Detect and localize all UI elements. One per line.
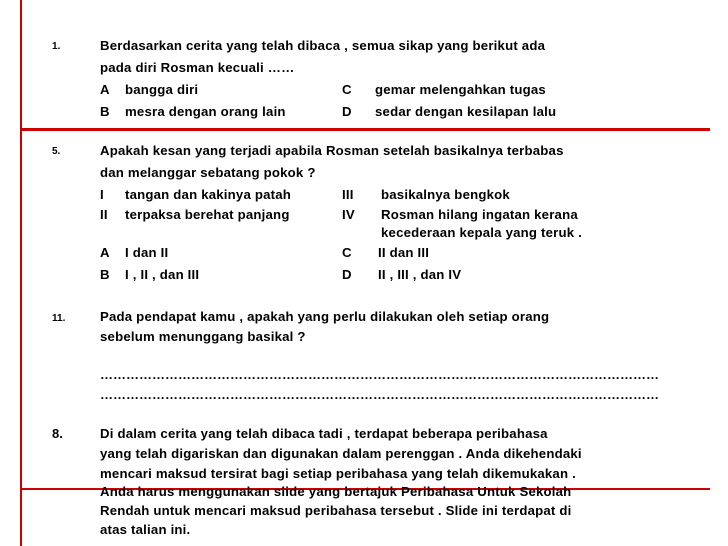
option-text: II dan III [378,245,430,260]
answer-line[interactable]: ………………………………………………………………………………………………………………… [100,367,659,382]
option-letter: A [100,82,110,97]
statement-numeral: II [100,207,108,222]
question-text-line: atas talian ini. [100,522,191,537]
statement-text: basikalnya bengkok [381,187,510,202]
option-letter: C [342,82,352,97]
question-stem-line: Pada pendapat kamu , apakah yang perlu dilakukan oleh setiap orang [100,309,550,324]
question-text-line: mencari maksud tersirat bagi setiap peribahasa yang telah dikemukakan . [100,466,576,481]
question-stem-line: Berdasarkan cerita yang telah dibaca , semua sikap yang berikut ada [100,38,546,53]
question-text-line: yang telah digariskan dan digunakan dalam perenggan . Anda dikehendaki [100,446,582,461]
statement-numeral: IV [342,207,355,222]
top-divider-rule [20,128,710,131]
question-text-line: Rendah untuk mencari maksud peribahasa tersebut . Slide ini terdapat di [100,503,572,518]
option-text: I , II , dan III [125,267,200,282]
question-number: 1. [52,41,61,52]
question-stem-line: dan melanggar sebatang pokok ? [100,165,316,180]
option-letter: D [342,104,352,119]
option-text: I dan II [125,245,169,260]
statement-numeral: III [342,187,354,202]
question-number: 5. [52,146,61,157]
statement-numeral: I [100,187,104,202]
statement-text-continued: kecederaan kepala yang teruk . [381,225,582,240]
question-stem-line: sebelum menunggang basikal ? [100,329,306,344]
option-text: gemar melengahkan tugas [375,82,546,97]
statement-text: Rosman hilang ingatan kerana [381,207,578,222]
answer-line[interactable]: ………………………………………………………………………………………………………………… [100,387,659,402]
option-letter: D [342,267,352,282]
option-text: mesra dengan orang lain [125,104,286,119]
option-text: II , III , dan IV [378,267,462,282]
question-number: 8. [52,426,63,441]
left-vertical-rule [20,0,22,546]
option-text: sedar dengan kesilapan lalu [375,104,557,119]
question-number: 11. [52,313,66,324]
option-text: bangga diri [125,82,199,97]
option-letter: C [342,245,352,260]
option-letter: B [100,104,110,119]
question-text-line: Di dalam cerita yang telah dibaca tadi , terdapat beberapa peribahasa [100,426,548,441]
question-stem-line: Apakah kesan yang terjadi apabila Rosman setelah basikalnya terbabas [100,143,564,158]
question-text-line: Anda harus menggunakan slide yang bertajuk Peribahasa Untuk Sekolah [100,484,572,499]
statement-text: tangan dan kakinya patah [125,187,292,202]
option-letter: B [100,267,110,282]
statement-text: terpaksa berehat panjang [125,207,290,222]
option-letter: A [100,245,110,260]
question-stem-line: pada diri Rosman kecuali …… [100,60,295,75]
